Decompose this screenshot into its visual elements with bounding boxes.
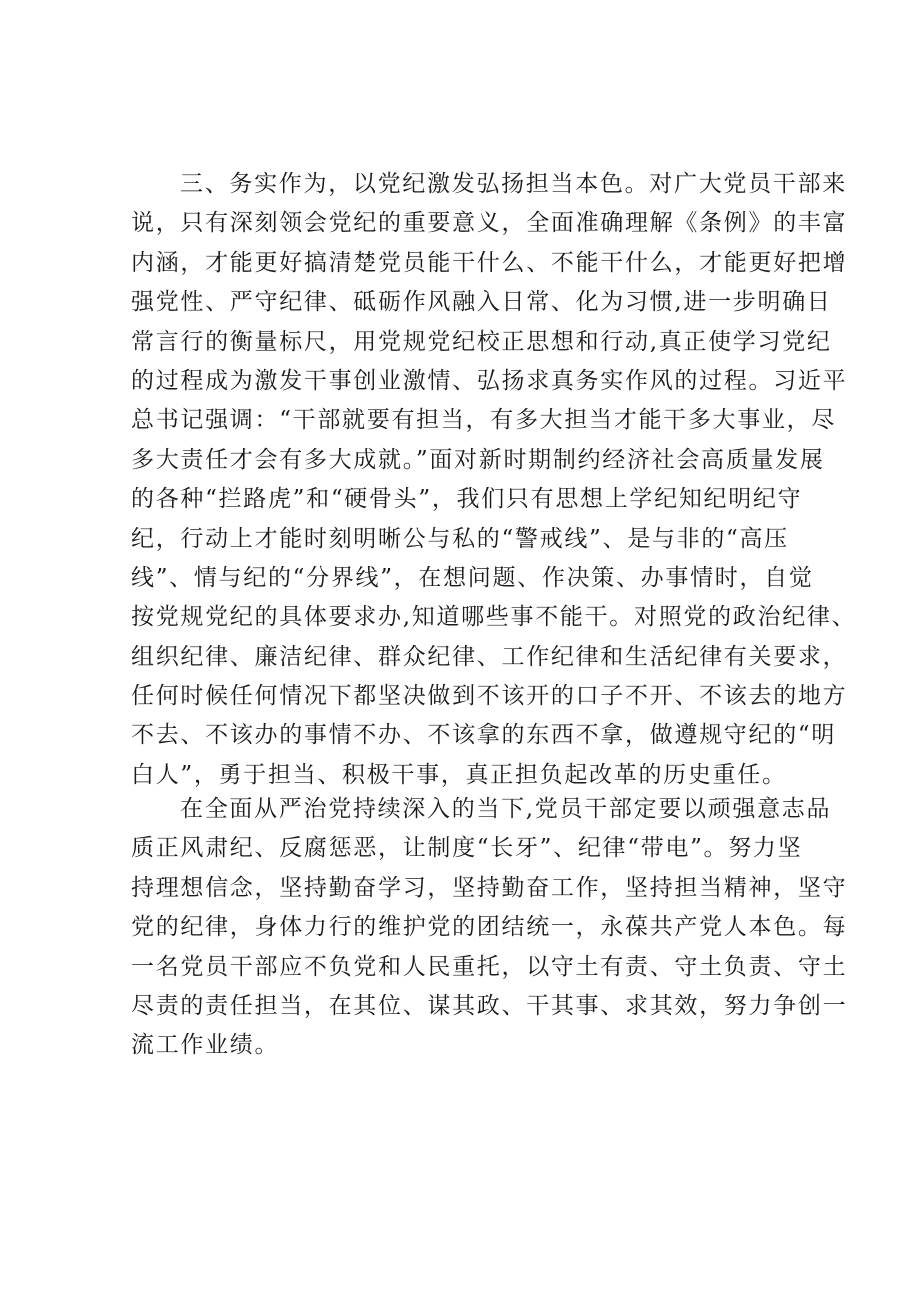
paragraph-1	[131, 165, 857, 795]
paragraph-line: 按党规党纪的具体要求办,知道哪些事不能干。对照党的政治纪律、	[131, 604, 857, 631]
paragraph-line: 说，只有深刻领会党纪的重要意义，全面准确理解《条例》的丰富	[131, 210, 848, 237]
paragraph-line: 流工作业绩。	[131, 1032, 280, 1059]
paragraph-2	[131, 790, 848, 1066]
paragraph-line: 任何时候任何情况下都坚决做到不该开的口子不开、不该去的地方	[131, 683, 848, 710]
paragraph-line: 内涵，才能更好搞清楚党员能干什么、不能干什么，才能更好把增	[131, 249, 848, 276]
paragraph-line: 三、务实作为，以党纪激发弘扬担当本色。对广大党员干部来	[180, 171, 847, 197]
paragraph-line: 质正风肃纪、反腐惩恶，让制度“长牙”、纪律“带电”。努力坚	[131, 835, 803, 862]
paragraph-line: 组织纪律、廉洁纪律、群众纪律、工作纪律和生活纪律有关要求，	[131, 643, 848, 670]
paragraph-line: 的各种“拦路虎”和“硬骨头”，我们只有思想上学纪知纪明纪守	[131, 486, 803, 513]
paragraph-line: 总书记强调：“干部就要有担当，有多大担当才能干多大事业，尽	[131, 407, 837, 434]
paragraph-line: 尽责的责任担当，在其位、谋其政、干其事、求其效，努力争创一	[131, 992, 848, 1019]
paragraph-line: 多大责任才会有多大成就。”面对新时期制约经济社会高质量发展	[131, 446, 825, 473]
paragraph-line: 持理想信念，坚持勤奋学习，坚持勤奋工作，坚持担当精神，坚守	[131, 874, 848, 901]
paragraph-line: 强党性、严守纪律、砥砺作风融入日常、化为习惯,进一步明确日	[131, 289, 832, 316]
paragraph-line: 线”、情与纪的“分界线”，在想问题、作决策、办事情时，自觉	[131, 564, 814, 591]
paragraph-line: 在全面从严治党持续深入的当下,党员干部定要以顽强意志品	[180, 796, 832, 822]
paragraph-line: 纪，行动上才能时刻明晰公与私的“警戒线”、是与非的“高压	[131, 525, 789, 552]
paragraph-line: 白人”，勇于担当、积极干事，真正担负起改革的历史重任。	[131, 761, 787, 788]
paragraph-line: 党的纪律，身体力行的维护党的团结统一，永葆共产党人本色。每	[131, 914, 848, 941]
paragraph-line: 不去、不该办的事情不办、不该拿的东西不拿，做遵规守纪的“明	[131, 722, 837, 749]
paragraph-line: 一名党员干部应不负党和人民重托，以守土有责、守土负责、守土	[131, 953, 848, 980]
paragraph-line: 常言行的衡量标尺，用党规党纪校正思想和行动,真正使学习党纪	[131, 328, 832, 355]
paragraph-line: 的过程成为激发干事创业激情、弘扬求真务实作风的过程。习近平	[131, 367, 848, 394]
